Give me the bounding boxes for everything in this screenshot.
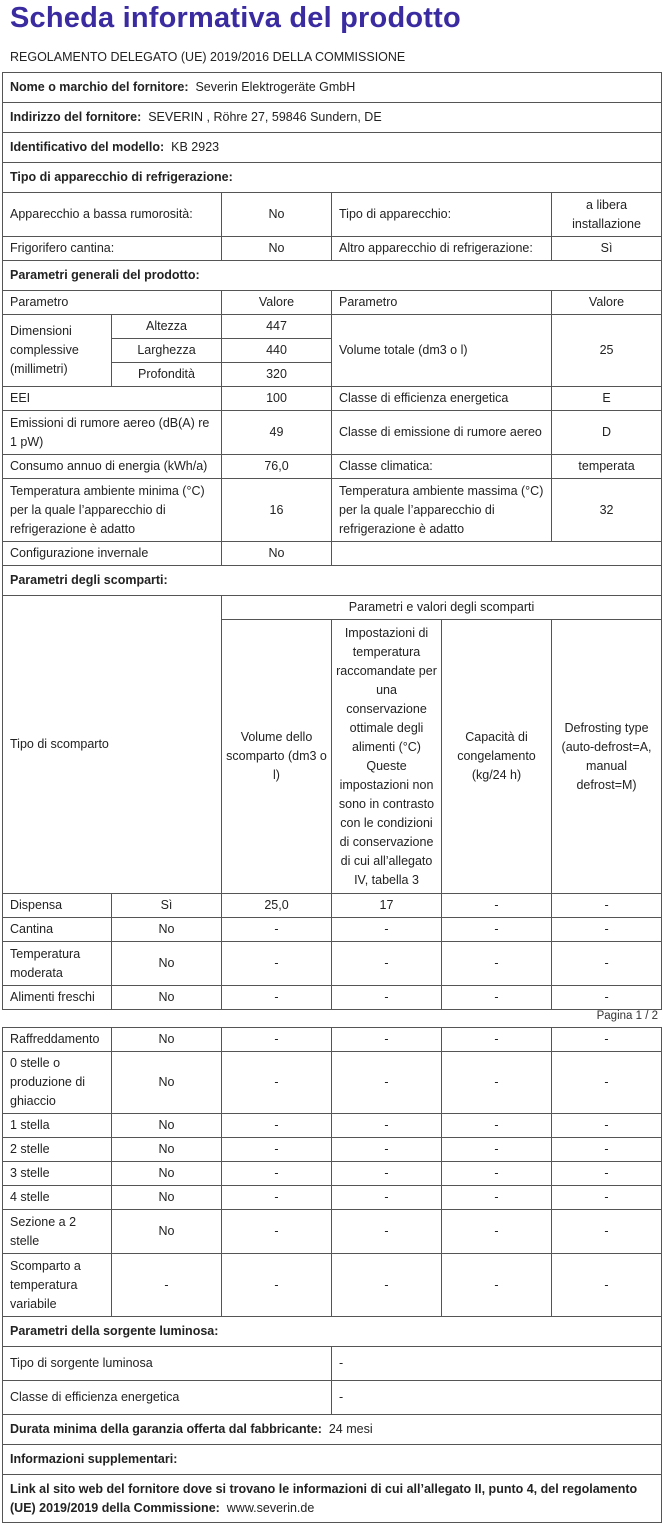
supplier-link-label: Link al sito web del fornitore dove si trovano le informazioni di cui all’allegato II, punto 4, del regolamento (UE) 2019/2019 della Commissione:	[10, 1481, 638, 1515]
compartment-temp: -	[332, 1162, 442, 1186]
compartment-defrost: -	[552, 918, 662, 942]
compartment-volume: -	[222, 1186, 332, 1210]
width-label: Larghezza	[112, 339, 222, 363]
compartment-defrost: -	[552, 1052, 662, 1114]
table-row	[3, 918, 662, 942]
min-temp-value: 16	[222, 479, 332, 542]
compartment-freeze: -	[442, 986, 552, 1010]
compartment-temp: -	[332, 942, 442, 986]
compartment-freeze: -	[442, 1162, 552, 1186]
col-param-header-2: Parametro	[332, 291, 552, 315]
compartment-defrost: -	[552, 1028, 662, 1052]
noise-class-label: Classe di emissione di rumore aereo	[332, 411, 552, 455]
light-source-heading: Parametri della sorgente luminosa:	[3, 1317, 662, 1347]
compartment-present: No	[112, 942, 222, 986]
eei-label: EEI	[3, 387, 222, 411]
table-row	[3, 894, 662, 918]
compartment-volume: -	[222, 986, 332, 1010]
compartment-type-header: Tipo di scomparto	[3, 596, 222, 894]
supplier-name-label: Nome o marchio del fornitore:	[10, 80, 189, 94]
compartment-temp: -	[332, 1138, 442, 1162]
warranty-label: Durata minima della garanzia offerta dal fabbricante:	[10, 1422, 322, 1436]
compartment-temp: -	[332, 1254, 442, 1317]
compartment-freeze: -	[442, 1114, 552, 1138]
col-freeze-header: Capacità di congelamento (kg/24 h)	[442, 620, 552, 894]
compartment-defrost: -	[552, 1254, 662, 1317]
compartment-temp: -	[332, 1210, 442, 1254]
model-id-label: Identificativo del modello:	[10, 140, 165, 154]
col-defrost-header: Defrosting type (auto-defrost=A, manual defrost=M)	[552, 620, 662, 894]
width-value: 440	[222, 339, 332, 363]
compartment-present: No	[112, 918, 222, 942]
compartment-name: Temperatura moderata	[3, 942, 112, 986]
table-row	[3, 1210, 662, 1254]
supplier-link-row	[3, 1475, 662, 1523]
compartment-defrost: -	[552, 986, 662, 1010]
compartment-name: 1 stella	[3, 1114, 112, 1138]
compartment-name: 0 stelle o produzione di ghiaccio	[3, 1052, 112, 1114]
compartment-defrost: -	[552, 1114, 662, 1138]
compartment-temp: -	[332, 986, 442, 1010]
table-row	[3, 1186, 662, 1210]
model-id-row	[3, 133, 662, 163]
col-value-header: Valore	[222, 291, 332, 315]
light-source-type-label: Tipo di sorgente luminosa	[3, 1347, 332, 1381]
compartment-freeze: -	[442, 1028, 552, 1052]
light-source-type-value: -	[332, 1347, 662, 1381]
annual-energy-value: 76,0	[222, 455, 332, 479]
compartment-name: 3 stelle	[3, 1162, 112, 1186]
max-temp-label: Temperatura ambiente massima (°C) per la quale l’apparecchio di refrigerazione è adatto	[332, 479, 552, 542]
energy-class-value: E	[552, 387, 662, 411]
page-title: Scheda informativa del prodotto	[10, 2, 461, 34]
compartment-temp: -	[332, 1114, 442, 1138]
warranty-value: 24 mesi	[328, 1422, 373, 1436]
light-energy-class-label: Classe di efficienza energetica	[3, 1381, 332, 1415]
min-temp-label: Temperatura ambiente minima (°C) per la quale l’apparecchio di refrigerazione è adatto	[3, 479, 222, 542]
compartment-name: Scomparto a temperatura variabile	[3, 1254, 112, 1317]
height-label: Altezza	[112, 315, 222, 339]
dimensions-label: Dimensioni complessive (millimetri)	[3, 315, 112, 387]
other-appliance-label: Altro apparecchio di refrigerazione:	[332, 237, 552, 261]
height-value: 447	[222, 315, 332, 339]
compartment-present: No	[112, 1052, 222, 1114]
compartment-defrost: -	[552, 1162, 662, 1186]
additional-info-heading: Informazioni supplementari:	[3, 1445, 662, 1475]
winter-config-label: Configurazione invernale	[3, 542, 222, 566]
compartment-name: 2 stelle	[3, 1138, 112, 1162]
appliance-type-value: a libera installazione	[552, 193, 662, 237]
compartment-freeze: -	[442, 1186, 552, 1210]
noise-emission-value: 49	[222, 411, 332, 455]
model-id-value: KB 2923	[171, 140, 220, 154]
compartment-freeze: -	[442, 1210, 552, 1254]
wine-cooler-label: Frigorifero cantina:	[3, 237, 222, 261]
winter-config-value: No	[222, 542, 332, 566]
compartment-temp: -	[332, 918, 442, 942]
other-appliance-value: Sì	[552, 237, 662, 261]
supplier-address-value: SEVERIN , Röhre 27, 59846 Sundern, DE	[148, 110, 382, 124]
low-noise-value: No	[222, 193, 332, 237]
compartment-temp: 17	[332, 894, 442, 918]
compartment-name: 4 stelle	[3, 1186, 112, 1210]
compartment-volume: -	[222, 1210, 332, 1254]
compartment-temp: -	[332, 1028, 442, 1052]
supplier-name-value: Severin Elektrogeräte GmbH	[195, 80, 356, 94]
page-number: Pagina 1 / 2	[596, 1010, 658, 1022]
compartment-temp: -	[332, 1186, 442, 1210]
compartment-volume: -	[222, 1138, 332, 1162]
col-volume-header: Volume dello scomparto (dm3 o l)	[222, 620, 332, 894]
compartment-present: No	[112, 1210, 222, 1254]
product-info-table-page2	[2, 1027, 662, 1523]
light-energy-class-value: -	[332, 1381, 662, 1415]
compartments-heading: Parametri degli scomparti:	[3, 566, 662, 596]
compartment-freeze: -	[442, 1052, 552, 1114]
compartment-volume: -	[222, 1162, 332, 1186]
supplier-name-row	[3, 73, 662, 103]
compartment-present: No	[112, 1186, 222, 1210]
compartment-volume: 25,0	[222, 894, 332, 918]
max-temp-value: 32	[552, 479, 662, 542]
compartment-freeze: -	[442, 918, 552, 942]
compartment-volume: -	[222, 942, 332, 986]
annual-energy-label: Consumo annuo di energia (kWh/a)	[3, 455, 222, 479]
depth-value: 320	[222, 363, 332, 387]
compartment-defrost: -	[552, 1138, 662, 1162]
compartment-name: Cantina	[3, 918, 112, 942]
supplier-address-label: Indirizzo del fornitore:	[10, 110, 142, 124]
compartment-present: No	[112, 1028, 222, 1052]
noise-emission-label: Emissioni di rumore aereo (dB(A) re 1 pW)	[3, 411, 222, 455]
compartment-volume: -	[222, 1114, 332, 1138]
table-row	[3, 986, 662, 1010]
product-info-table-page1	[2, 72, 662, 1010]
compartment-defrost: -	[552, 942, 662, 986]
compartment-defrost: -	[552, 1186, 662, 1210]
supplier-link-value[interactable]: www.severin.de	[226, 1500, 315, 1515]
general-params-heading: Parametri generali del prodotto:	[3, 261, 662, 291]
compartment-freeze: -	[442, 1138, 552, 1162]
depth-label: Profondità	[112, 363, 222, 387]
col-param-header: Parametro	[3, 291, 222, 315]
compartment-defrost: -	[552, 1210, 662, 1254]
wine-cooler-value: No	[222, 237, 332, 261]
table-row	[3, 1028, 662, 1052]
low-noise-label: Apparecchio a bassa rumorosità:	[3, 193, 222, 237]
warranty-row	[3, 1415, 662, 1445]
compartment-freeze: -	[442, 894, 552, 918]
table-row	[3, 1254, 662, 1317]
compartment-name: Raffreddamento	[3, 1028, 112, 1052]
compartment-volume: -	[222, 1254, 332, 1317]
compartment-present: No	[112, 1138, 222, 1162]
compartment-volume: -	[222, 918, 332, 942]
compartment-volume: -	[222, 1052, 332, 1114]
compartment-volume: -	[222, 1028, 332, 1052]
energy-class-label: Classe di efficienza energetica	[332, 387, 552, 411]
table-row	[3, 942, 662, 986]
total-volume-value: 25	[552, 315, 662, 387]
eei-value: 100	[222, 387, 332, 411]
table-row	[3, 1138, 662, 1162]
compartment-present: No	[112, 1162, 222, 1186]
col-temp-header: Impostazioni di temperatura raccomandate per una conservazione ottimale degli alimenti (°C) Queste impostazioni non sono in contrasto con le condizioni di conservazione di cui all’allegato IV, tabella 3	[332, 620, 442, 894]
compartment-present: -	[112, 1254, 222, 1317]
climate-class-label: Classe climatica:	[332, 455, 552, 479]
table-row	[3, 1052, 662, 1114]
compartment-freeze: -	[442, 1254, 552, 1317]
supplier-address-row	[3, 103, 662, 133]
col-value-header-2: Valore	[552, 291, 662, 315]
compartment-present: No	[112, 1114, 222, 1138]
compartment-name: Sezione a 2 stelle	[3, 1210, 112, 1254]
noise-class-value: D	[552, 411, 662, 455]
compartment-params-header: Parametri e valori degli scomparti	[222, 596, 662, 620]
compartment-name: Dispensa	[3, 894, 112, 918]
appliance-type-heading: Tipo di apparecchio di refrigerazione:	[3, 163, 662, 193]
regulation-subtitle: REGOLAMENTO DELEGATO (UE) 2019/2016 DELLA COMMISSIONE	[10, 50, 406, 64]
compartment-name: Alimenti freschi	[3, 986, 112, 1010]
compartment-defrost: -	[552, 894, 662, 918]
empty-cell	[332, 542, 662, 566]
appliance-type-label: Tipo di apparecchio:	[332, 193, 552, 237]
compartment-present: Sì	[112, 894, 222, 918]
total-volume-label: Volume totale (dm3 o l)	[332, 315, 552, 387]
compartment-present: No	[112, 986, 222, 1010]
table-row	[3, 1162, 662, 1186]
table-row	[3, 1114, 662, 1138]
climate-class-value: temperata	[552, 455, 662, 479]
compartment-freeze: -	[442, 942, 552, 986]
compartment-temp: -	[332, 1052, 442, 1114]
